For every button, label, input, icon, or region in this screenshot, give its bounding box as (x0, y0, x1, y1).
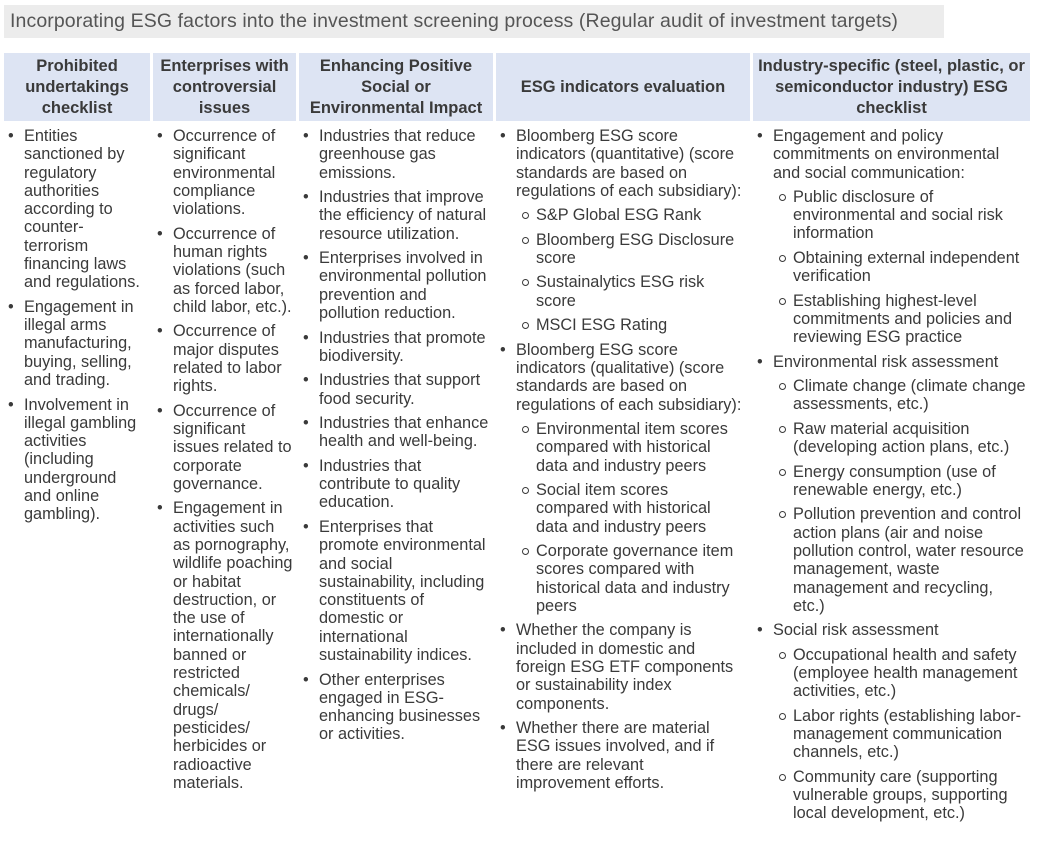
column-header: Industry-specific (steel, plastic, or semiconductor industry) ESG checklist (753, 53, 1030, 121)
sub-list-item: MSCI ESG Rating (516, 316, 742, 334)
list-item: • Industries that reduce greenhouse gas emissions. (299, 127, 489, 182)
sub-list-item: Establishing highest-level commitments and policies and reviewing ESG practice (773, 292, 1029, 347)
sub-list-item: Environmental item scores compared with historical data and industry peers (516, 420, 742, 475)
list-item: • Industries that enhance health and well-being. (299, 414, 489, 451)
list-item: • Whether the company is included in domestic and foreign ESG ETF components or sustainability index components. (496, 621, 742, 712)
list-item: • Whether there are material ESG issues involved, and if there are relevant improvement efforts. (496, 719, 742, 792)
list-item: • Engagement in activities such as pornography, wildlife poaching or habitat destruction, or the use of internationally banned or restricted chemicals/ drugs/ pesticides/ herbicides or radioactive materials. (153, 499, 295, 792)
list-item: • Industries that support food security. (299, 371, 489, 408)
sub-list-item: Occupational health and safety (employee health management activities, etc.) (773, 646, 1029, 701)
list-item: • Occurrence of major disputes related to labor rights. (153, 322, 295, 395)
sub-list-item: Social item scores compared with historical data and industry peers (516, 481, 742, 536)
sub-list-item: Public disclosure of environmental and social risk information (773, 188, 1029, 243)
list-item: • Occurrence of human rights violations (such as forced labor, child labor, etc.). (153, 225, 295, 316)
list-item-text: Bloomberg ESG score indicators (qualitative) (score standards are based on regulations of each subsidiary): (516, 340, 742, 414)
page-title: Incorporating ESG factors into the investment screening process (Regular audit of investment targets) (4, 5, 944, 38)
sub-list-item: Bloomberg ESG Disclosure score (516, 231, 742, 268)
sub-list-item: Sustainalytics ESG risk score (516, 273, 742, 310)
list-item-text: Social risk assessment (773, 621, 939, 640)
sub-list-item: Labor rights (establishing labor-management communication channels, etc.) (773, 707, 1029, 762)
list-item (753, 353, 1029, 615)
list-item: • Occurrence of significant environmental compliance violations. (153, 127, 295, 218)
list-item: • Other enterprises engaged in ESG-enhancing businesses or activities. (299, 671, 489, 744)
list-item-text: Bloomberg ESG score indicators (quantitative) (score standards are based on regulations of each subsidiary): (516, 127, 742, 200)
list-item: • Industries that improve the efficiency of natural resource utilization. (299, 188, 489, 243)
list-item-text: Engagement and policy commitments on environmental and social communication: (773, 127, 1000, 182)
sub-list-item: Raw material acquisition (developing action plans, etc.) (773, 420, 1029, 457)
list-item (496, 127, 742, 335)
column-positive-impact (299, 53, 493, 750)
list-item: • Industries that promote biodiversity. (299, 329, 489, 366)
sub-list-item: Energy consumption (use of renewable energy, etc.) (773, 463, 1029, 500)
column-header: Enterprises with controversial issues (153, 53, 296, 121)
column-prohibited-undertakings (4, 53, 150, 530)
list-item-text: Environmental risk assessment (773, 352, 999, 371)
esg-screening-table (4, 53, 1032, 838)
column-esg-indicators (496, 53, 750, 798)
list-item: • Enterprises involved in environmental pollution prevention and pollution reduction. (299, 249, 489, 322)
sub-list-item: S&P Global ESG Rank (516, 206, 742, 224)
list-item: • Engagement in illegal arms manufacturing, buying, selling, and trading. (4, 298, 142, 389)
list-item: • Involvement in illegal gambling activities (including underground and online gambling). (4, 396, 142, 524)
sub-list-item: Community care (supporting vulnerable groups, supporting local development, etc.) (773, 768, 1029, 823)
list-item (753, 621, 1029, 822)
sub-list-item: Climate change (climate change assessments, etc.) (773, 377, 1029, 414)
list-item (753, 127, 1029, 347)
list-item: • Entities sanctioned by regulatory authorities according to counter-terrorism financing laws and regulations. (4, 127, 142, 292)
list-item: • Occurrence of significant issues related to corporate governance. (153, 402, 295, 493)
list-item (496, 341, 742, 616)
sub-list-item: Obtaining external independent verification (773, 249, 1029, 286)
column-industry-specific-checklist (753, 53, 1030, 829)
list-item: • Enterprises that promote environmental and social sustainability, including constituents of domestic or international sustainability indices. (299, 518, 489, 664)
column-header: ESG indicators evaluation (496, 53, 750, 121)
column-controversial-issues (153, 53, 296, 798)
list-item: • Industries that contribute to quality education. (299, 457, 489, 512)
column-header: Enhancing Positive Social or Environmental Impact (299, 53, 493, 121)
sub-list-item: Corporate governance item scores compared with historical data and industry peers (516, 542, 742, 615)
column-header: Prohibited undertakings checklist (4, 53, 150, 121)
sub-list-item: Pollution prevention and control action plans (air and noise pollution control, water resource management, waste management and recycling, etc.) (773, 505, 1029, 615)
